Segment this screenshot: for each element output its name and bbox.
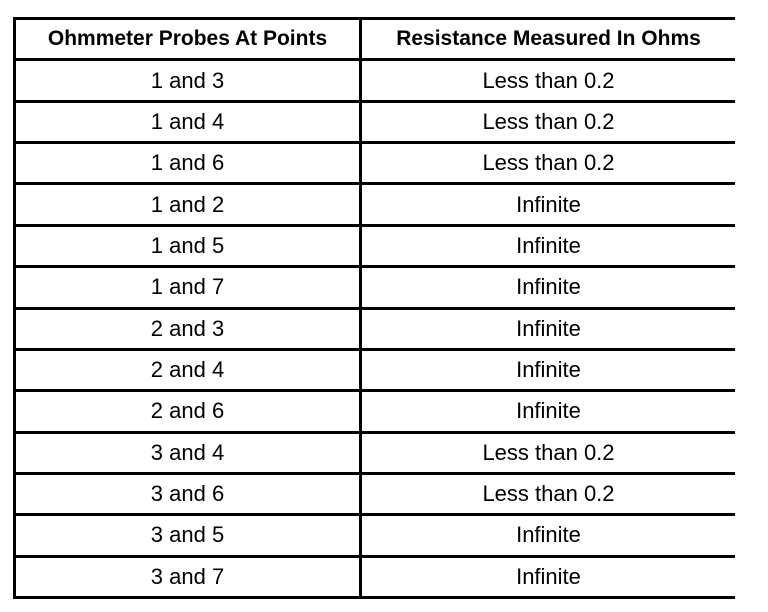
probe-points-cell: 1 and 3 xyxy=(16,61,359,99)
resistance-table xyxy=(13,17,735,599)
resistance-cell: Less than 0.2 xyxy=(362,434,735,472)
resistance-cell: Infinite xyxy=(362,268,735,306)
resistance-cell: Infinite xyxy=(362,351,735,389)
probe-points-cell: 2 and 6 xyxy=(16,392,359,430)
probe-points-cell: 3 and 7 xyxy=(16,558,359,596)
resistance-cell: Less than 0.2 xyxy=(362,61,735,99)
probe-points-cell: 1 and 5 xyxy=(16,227,359,265)
probe-points-cell: 2 and 3 xyxy=(16,310,359,348)
resistance-cell: Less than 0.2 xyxy=(362,144,735,182)
resistance-cell: Infinite xyxy=(362,227,735,265)
resistance-cell: Infinite xyxy=(362,558,735,596)
probe-points-cell: 3 and 5 xyxy=(16,516,359,554)
probe-points-cell: 3 and 6 xyxy=(16,475,359,513)
header-resistance: Resistance Measured In Ohms xyxy=(362,20,735,58)
header-probes: Ohmmeter Probes At Points xyxy=(16,20,359,58)
resistance-cell: Infinite xyxy=(362,392,735,430)
probe-points-cell: 1 and 2 xyxy=(16,185,359,223)
resistance-cell: Less than 0.2 xyxy=(362,103,735,141)
probe-points-cell: 1 and 4 xyxy=(16,103,359,141)
probe-points-cell: 1 and 6 xyxy=(16,144,359,182)
probe-points-cell: 3 and 4 xyxy=(16,434,359,472)
resistance-cell: Infinite xyxy=(362,310,735,348)
resistance-cell: Infinite xyxy=(362,185,735,223)
resistance-cell: Less than 0.2 xyxy=(362,475,735,513)
table-grid xyxy=(16,20,732,596)
probe-points-cell: 1 and 7 xyxy=(16,268,359,306)
probe-points-cell: 2 and 4 xyxy=(16,351,359,389)
resistance-cell: Infinite xyxy=(362,516,735,554)
